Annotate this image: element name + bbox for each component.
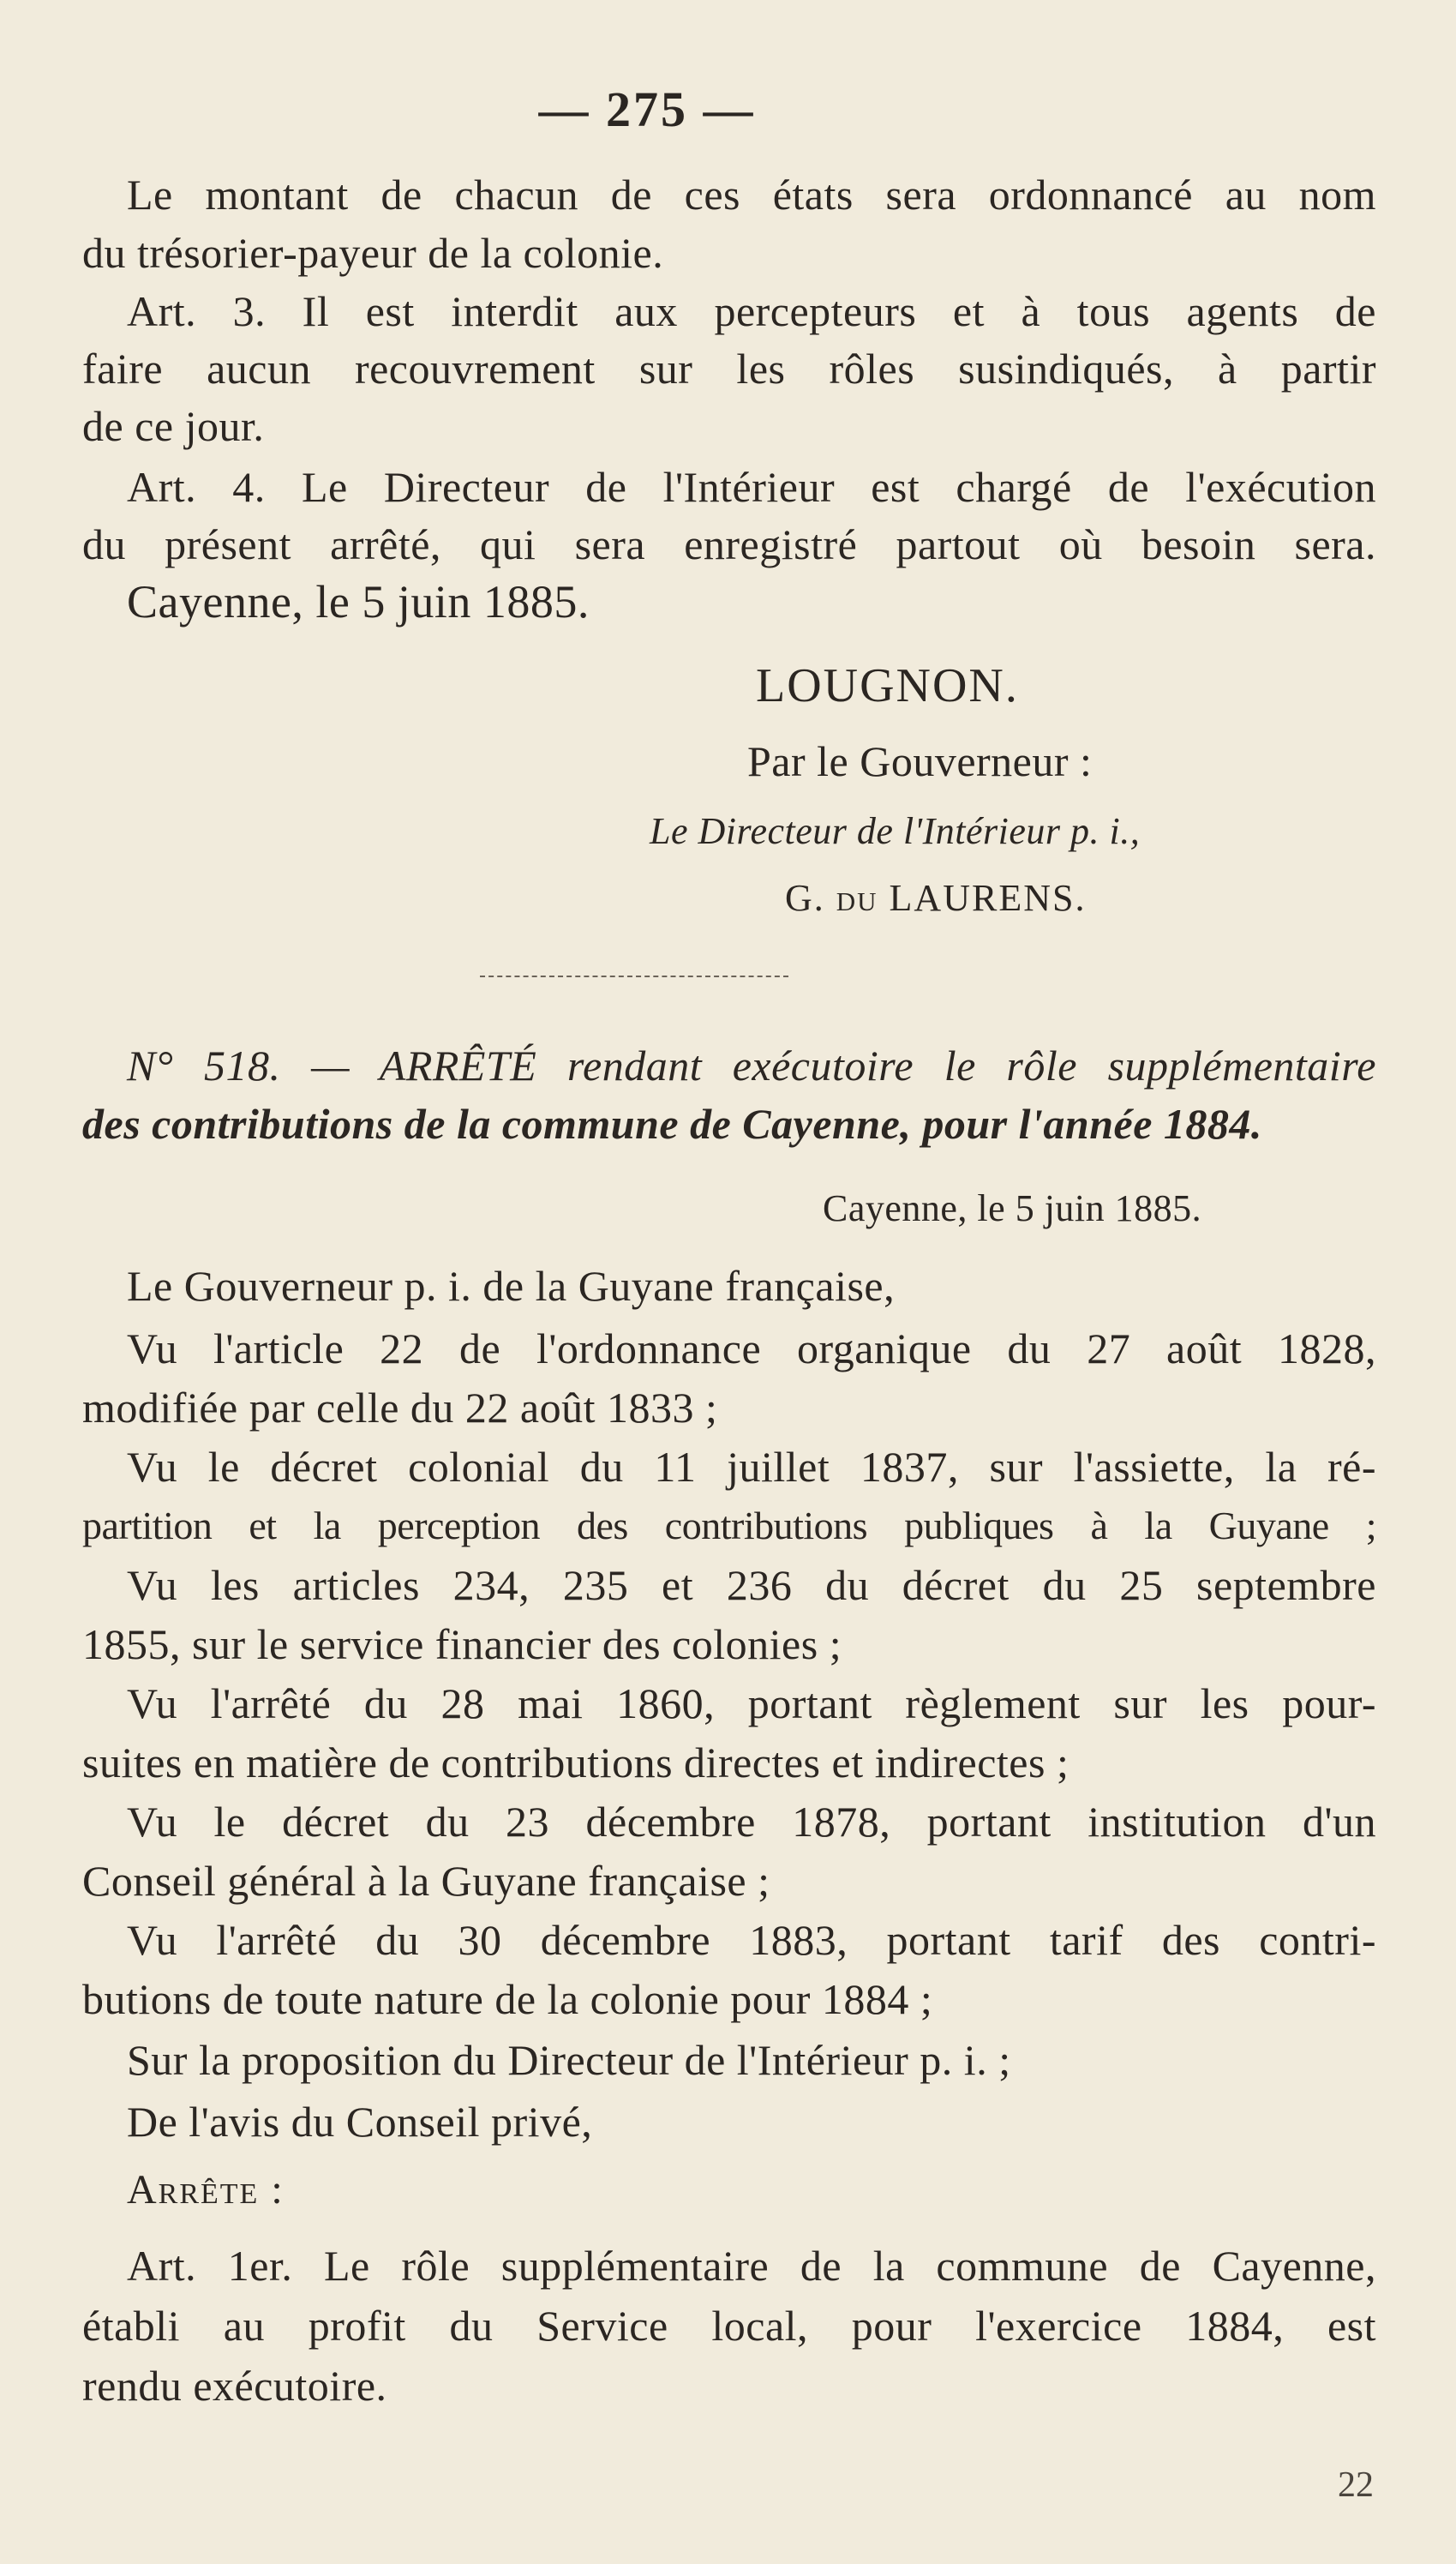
article-1-line: Art. 1er. Le rôle supplémentaire de la commune de Cayenne, <box>127 2242 1376 2290</box>
article-3-line: Art. 3. Il est interdit aux percepteurs et à tous agents de <box>127 287 1376 335</box>
section-divider <box>480 976 788 977</box>
continuation-line: Le montant de chacun de ces états sera ordonnancé au nom <box>127 171 1376 219</box>
page-number: — 275 — <box>538 81 756 137</box>
considerant-line: Conseil général à la Guyane française ; <box>82 1857 770 1905</box>
countersignature: G. du LAURENS. <box>785 877 1087 919</box>
considerant-line: 1855, sur le service financier des colonies ; <box>82 1620 842 1668</box>
date-line: Cayenne, le 5 juin 1885. <box>127 576 590 627</box>
considerant-line: suites en matière de contributions directes et indirectes ; <box>82 1738 1070 1786</box>
arrete-label: Arrête : <box>127 2167 285 2213</box>
continuation-line: du trésorier-payeur de la colonie. <box>82 229 664 277</box>
considerant-line: butions de toute nature de la colonie pour 1884 ; <box>82 1975 933 2023</box>
article-1-line: rendu exécutoire. <box>82 2362 387 2410</box>
signature-name: LOUGNON. <box>756 659 1019 712</box>
considerant-line: Vu l'arrêté du 30 décembre 1883, portant tarif des contri- <box>127 1916 1376 1964</box>
considerant-line: Vu le décret du 23 décembre 1878, portant institution d'un <box>127 1798 1376 1846</box>
considerant-line: Vu les articles 234, 235 et 236 du décret du 25 septembre <box>127 1561 1376 1609</box>
article-3-line: de ce jour. <box>82 402 265 450</box>
considerant-line: Sur la proposition du Directeur de l'Intérieur p. i. ; <box>127 2036 1011 2084</box>
signature-par: Par le Gouverneur : <box>747 737 1093 785</box>
decree-date: Cayenne, le 5 juin 1885. <box>823 1187 1202 1229</box>
signature-title: Le Directeur de l'Intérieur p. i., <box>650 810 1141 852</box>
considerant-line: modifiée par celle du 22 août 1833 ; <box>82 1384 718 1432</box>
article-1-line: établi au profit du Service local, pour l'exercice 1884, est <box>82 2302 1376 2350</box>
article-4-line: du présent arrêté, qui sera enregistré partout où besoin sera. <box>82 520 1376 568</box>
folio-number: 22 <box>1338 2465 1374 2505</box>
decree-heading: N° 518. — ARRÊTÉ rendant exécutoire le rôle supplémentaire <box>127 1042 1376 1090</box>
considerant-line: Vu le décret colonial du 11 juillet 1837, sur l'assiette, la ré- <box>127 1443 1376 1491</box>
considerant-line: Vu l'arrêté du 28 mai 1860, portant règlement sur les pour- <box>127 1679 1376 1727</box>
considerant-line: partition et la perception des contributions publiques à la Guyane ; <box>82 1504 1376 1547</box>
article-3-line: faire aucun recouvrement sur les rôles susindiqués, à partir <box>82 345 1376 393</box>
considerant-line: De l'avis du Conseil privé, <box>127 2098 593 2146</box>
decree-heading: des contributions de la commune de Cayenne, pour l'année 1884. <box>82 1100 1262 1148</box>
preamble-gouverneur: Le Gouverneur p. i. de la Guyane française, <box>127 1262 896 1310</box>
considerant-line: Vu l'article 22 de l'ordonnance organique du 27 août 1828, <box>127 1324 1376 1372</box>
article-4-line: Art. 4. Le Directeur de l'Intérieur est chargé de l'exécution <box>127 463 1376 511</box>
